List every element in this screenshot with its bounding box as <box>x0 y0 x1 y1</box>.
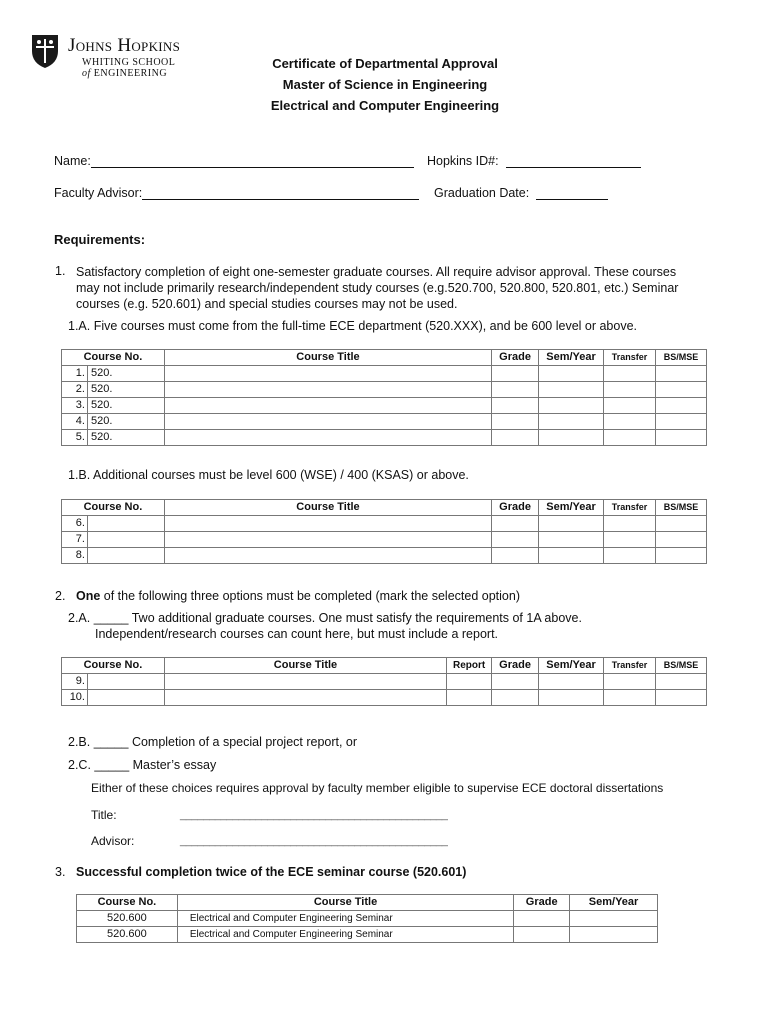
transfer-cell[interactable] <box>604 674 656 690</box>
table-row <box>62 382 707 398</box>
university-shield-icon <box>30 33 60 69</box>
table-row <box>77 911 658 927</box>
col-header-bs-mse: BS/MSE <box>656 500 707 516</box>
sem-year-cell[interactable] <box>539 414 604 430</box>
name-input-line[interactable] <box>91 153 414 168</box>
grade-cell[interactable] <box>492 366 539 382</box>
grade-cell[interactable] <box>492 430 539 446</box>
table-row <box>62 674 707 690</box>
logo-school-line2: of ENGINEERING <box>82 68 168 79</box>
col-header-grade: Grade <box>492 658 539 674</box>
col-header-sem-year: Sem/Year <box>570 895 658 911</box>
sem-year-cell[interactable] <box>539 382 604 398</box>
hopkins-id-input-line[interactable] <box>506 153 641 168</box>
col-header-sem-year: Sem/Year <box>539 500 604 516</box>
row-number: 10. <box>62 690 88 706</box>
table-row <box>62 548 707 564</box>
item3-text: Successful completion twice of the ECE seminar course (520.601) <box>76 865 467 879</box>
jhu-logo <box>30 33 205 81</box>
hopkins-id-row <box>427 153 641 168</box>
col-header-grade: Grade <box>514 895 570 911</box>
grade-cell[interactable] <box>492 690 539 706</box>
title-input-line[interactable]: ______________________________________________ <box>180 809 448 821</box>
bs-mse-cell[interactable] <box>656 430 707 446</box>
item1-number: 1. <box>55 264 66 278</box>
col-header-course-title: Course Title <box>164 500 491 516</box>
grade-cell[interactable] <box>492 398 539 414</box>
grade-cell[interactable] <box>492 516 539 532</box>
col-header-course-title: Course Title <box>164 350 491 366</box>
col-header-course-no: Course No. <box>62 350 165 366</box>
item2a-line2: Independent/research courses can count here, but must include a report. <box>95 627 499 641</box>
bs-mse-cell[interactable] <box>655 674 706 690</box>
table-row <box>62 516 707 532</box>
sem-year-cell[interactable] <box>570 911 658 927</box>
advisor-label: Advisor: <box>91 834 135 848</box>
col-header-transfer: Transfer <box>604 350 656 366</box>
item1-line2: may not include primarily research/independent study courses (e.g.520.700, 520.800, 520.801, etc.) Seminar <box>76 281 679 295</box>
transfer-cell[interactable] <box>604 382 656 398</box>
col-header-course-no: Course No. <box>77 895 178 911</box>
title-label: Title: <box>91 808 117 822</box>
graduation-date-row <box>434 185 608 200</box>
transfer-cell[interactable] <box>604 516 656 532</box>
graduation-date-input-line[interactable] <box>536 185 608 200</box>
course-title-cell: Electrical and Computer Engineering Seminar <box>177 911 513 927</box>
table-row <box>62 690 707 706</box>
courses-table-1a <box>61 349 707 446</box>
row-number: 7. <box>62 532 88 548</box>
transfer-cell[interactable] <box>604 548 656 564</box>
course-title-cell[interactable] <box>164 398 491 414</box>
col-header-report: Report <box>447 658 492 674</box>
grade-cell[interactable] <box>514 927 570 943</box>
name-field-row <box>54 153 414 168</box>
faculty-advisor-label: Faculty Advisor: <box>54 186 143 200</box>
col-header-grade: Grade <box>492 350 539 366</box>
grade-cell[interactable] <box>492 548 539 564</box>
name-label: Name: <box>54 154 91 168</box>
col-header-course-title: Course Title <box>177 895 513 911</box>
item1-line3: courses (e.g. 520.601) and special studies courses may not be used. <box>76 297 458 311</box>
row-number: 9. <box>62 674 88 690</box>
course-title-cell[interactable] <box>164 382 491 398</box>
course-no-cell[interactable] <box>87 674 164 690</box>
courses-table-2a <box>61 657 707 706</box>
grade-cell[interactable] <box>492 532 539 548</box>
item2-approval-note: Either of these choices requires approval by faculty member eligible to supervise ECE doctoral dissertations <box>91 781 664 795</box>
grade-cell[interactable] <box>492 382 539 398</box>
bs-mse-cell[interactable] <box>655 690 706 706</box>
course-no-cell[interactable]: 520. <box>87 382 164 398</box>
course-no-cell[interactable] <box>87 690 164 706</box>
logo-school-line1: WHITING SCHOOL <box>82 57 176 68</box>
col-header-course-title: Course Title <box>164 658 446 674</box>
report-cell[interactable] <box>447 690 492 706</box>
course-title-cell[interactable] <box>164 674 446 690</box>
item1b-text: 1.B. Additional courses must be level 600 (WSE) / 400 (KSAS) or above. <box>68 468 469 482</box>
table-header-row <box>62 658 707 674</box>
course-no-cell[interactable]: 520. <box>87 414 164 430</box>
report-cell[interactable] <box>447 674 492 690</box>
title-line-1: Certificate of Departmental Approval <box>272 56 498 71</box>
title-line-3: Electrical and Computer Engineering <box>270 98 500 113</box>
sem-year-cell[interactable] <box>539 548 604 564</box>
course-title-cell[interactable] <box>164 430 491 446</box>
course-title-cell[interactable] <box>164 366 491 382</box>
sem-year-cell[interactable] <box>539 516 604 532</box>
course-title-cell[interactable] <box>164 414 491 430</box>
col-header-transfer: Transfer <box>604 658 656 674</box>
transfer-cell[interactable] <box>604 414 656 430</box>
course-no-cell[interactable]: 520. <box>87 366 164 382</box>
bs-mse-cell[interactable] <box>656 414 707 430</box>
sem-year-cell[interactable] <box>539 430 604 446</box>
item2-text: One of the following three options must be completed (mark the selected option) <box>76 589 520 603</box>
col-header-course-no: Course No. <box>62 658 165 674</box>
bs-mse-cell[interactable] <box>656 516 707 532</box>
table-header-row <box>77 895 658 911</box>
item1a-text: 1.A. Five courses must come from the full-time ECE department (520.XXX), and be 600 level or above. <box>68 319 638 333</box>
course-no-cell: 520.600 <box>77 911 178 927</box>
bs-mse-cell[interactable] <box>656 532 707 548</box>
row-number: 4. <box>62 414 88 430</box>
col-header-grade: Grade <box>492 500 539 516</box>
col-header-sem-year: Sem/Year <box>539 658 604 674</box>
table-row <box>62 430 707 446</box>
table-row <box>62 398 707 414</box>
grade-cell[interactable] <box>492 414 539 430</box>
bs-mse-cell[interactable] <box>656 382 707 398</box>
sem-year-cell[interactable] <box>539 366 604 382</box>
table-row <box>77 927 658 943</box>
course-no-cell[interactable] <box>87 532 164 548</box>
col-header-course-no: Course No. <box>62 500 165 516</box>
table-header-row <box>62 500 707 516</box>
row-number: 8. <box>62 548 88 564</box>
item2a-line1: 2.A. _____ Two additional graduate courses. One must satisfy the requirements of 1A above. <box>68 611 582 625</box>
sem-year-cell[interactable] <box>570 927 658 943</box>
row-number: 5. <box>62 430 88 446</box>
transfer-cell[interactable] <box>604 398 656 414</box>
sem-year-cell[interactable] <box>539 674 604 690</box>
document-title <box>200 53 570 116</box>
course-no-cell[interactable]: 520. <box>87 398 164 414</box>
courses-table-1b <box>61 499 707 564</box>
col-header-bs-mse: BS/MSE <box>655 658 706 674</box>
sem-year-cell[interactable] <box>539 532 604 548</box>
item2b-text: 2.B. _____ Completion of a special project report, or <box>68 735 358 749</box>
table-row <box>62 366 707 382</box>
col-header-sem-year: Sem/Year <box>539 350 604 366</box>
seminar-table <box>76 894 658 943</box>
transfer-cell[interactable] <box>604 430 656 446</box>
advisor-field-row <box>54 185 419 200</box>
row-number: 3. <box>62 398 88 414</box>
course-title-cell: Electrical and Computer Engineering Seminar <box>177 927 513 943</box>
col-header-bs-mse: BS/MSE <box>656 350 707 366</box>
course-title-cell[interactable] <box>164 516 491 532</box>
course-no-cell[interactable] <box>87 548 164 564</box>
faculty-advisor-input-line[interactable] <box>142 185 419 200</box>
hopkins-id-label: Hopkins ID#: <box>427 154 499 168</box>
course-no-cell[interactable]: 520. <box>87 430 164 446</box>
sem-year-cell[interactable] <box>539 690 604 706</box>
bs-mse-cell[interactable] <box>656 366 707 382</box>
graduation-date-label: Graduation Date: <box>434 186 530 200</box>
item3-number: 3. <box>55 865 66 879</box>
item2-number: 2. <box>55 589 66 603</box>
course-title-cell[interactable] <box>164 690 446 706</box>
transfer-cell[interactable] <box>604 366 656 382</box>
course-no-cell: 520.600 <box>77 927 178 943</box>
item1-line1: Satisfactory completion of eight one-semester graduate courses. All require advisor approval. These courses <box>76 265 677 279</box>
bs-mse-cell[interactable] <box>656 548 707 564</box>
requirements-heading: Requirements: <box>54 232 146 247</box>
item2c-text: 2.C. _____ Master’s essay <box>68 758 217 772</box>
course-title-cell[interactable] <box>164 548 491 564</box>
col-header-transfer: Transfer <box>604 500 656 516</box>
row-number: 2. <box>62 382 88 398</box>
sem-year-cell[interactable] <box>539 398 604 414</box>
grade-cell[interactable] <box>492 674 539 690</box>
course-no-cell[interactable] <box>87 516 164 532</box>
row-number: 6. <box>62 516 88 532</box>
course-title-cell[interactable] <box>164 532 491 548</box>
table-row <box>62 532 707 548</box>
table-header-row <box>62 350 707 366</box>
transfer-cell[interactable] <box>604 690 656 706</box>
item1-text <box>76 264 678 312</box>
transfer-cell[interactable] <box>604 532 656 548</box>
advisor-input-line[interactable]: ______________________________________________ <box>180 835 448 847</box>
bs-mse-cell[interactable] <box>656 398 707 414</box>
title-line-2: Master of Science in Engineering <box>282 77 488 92</box>
grade-cell[interactable] <box>514 911 570 927</box>
logo-wordmark: Johns Hopkins <box>68 35 181 56</box>
table-row <box>62 414 707 430</box>
row-number: 1. <box>62 366 88 382</box>
